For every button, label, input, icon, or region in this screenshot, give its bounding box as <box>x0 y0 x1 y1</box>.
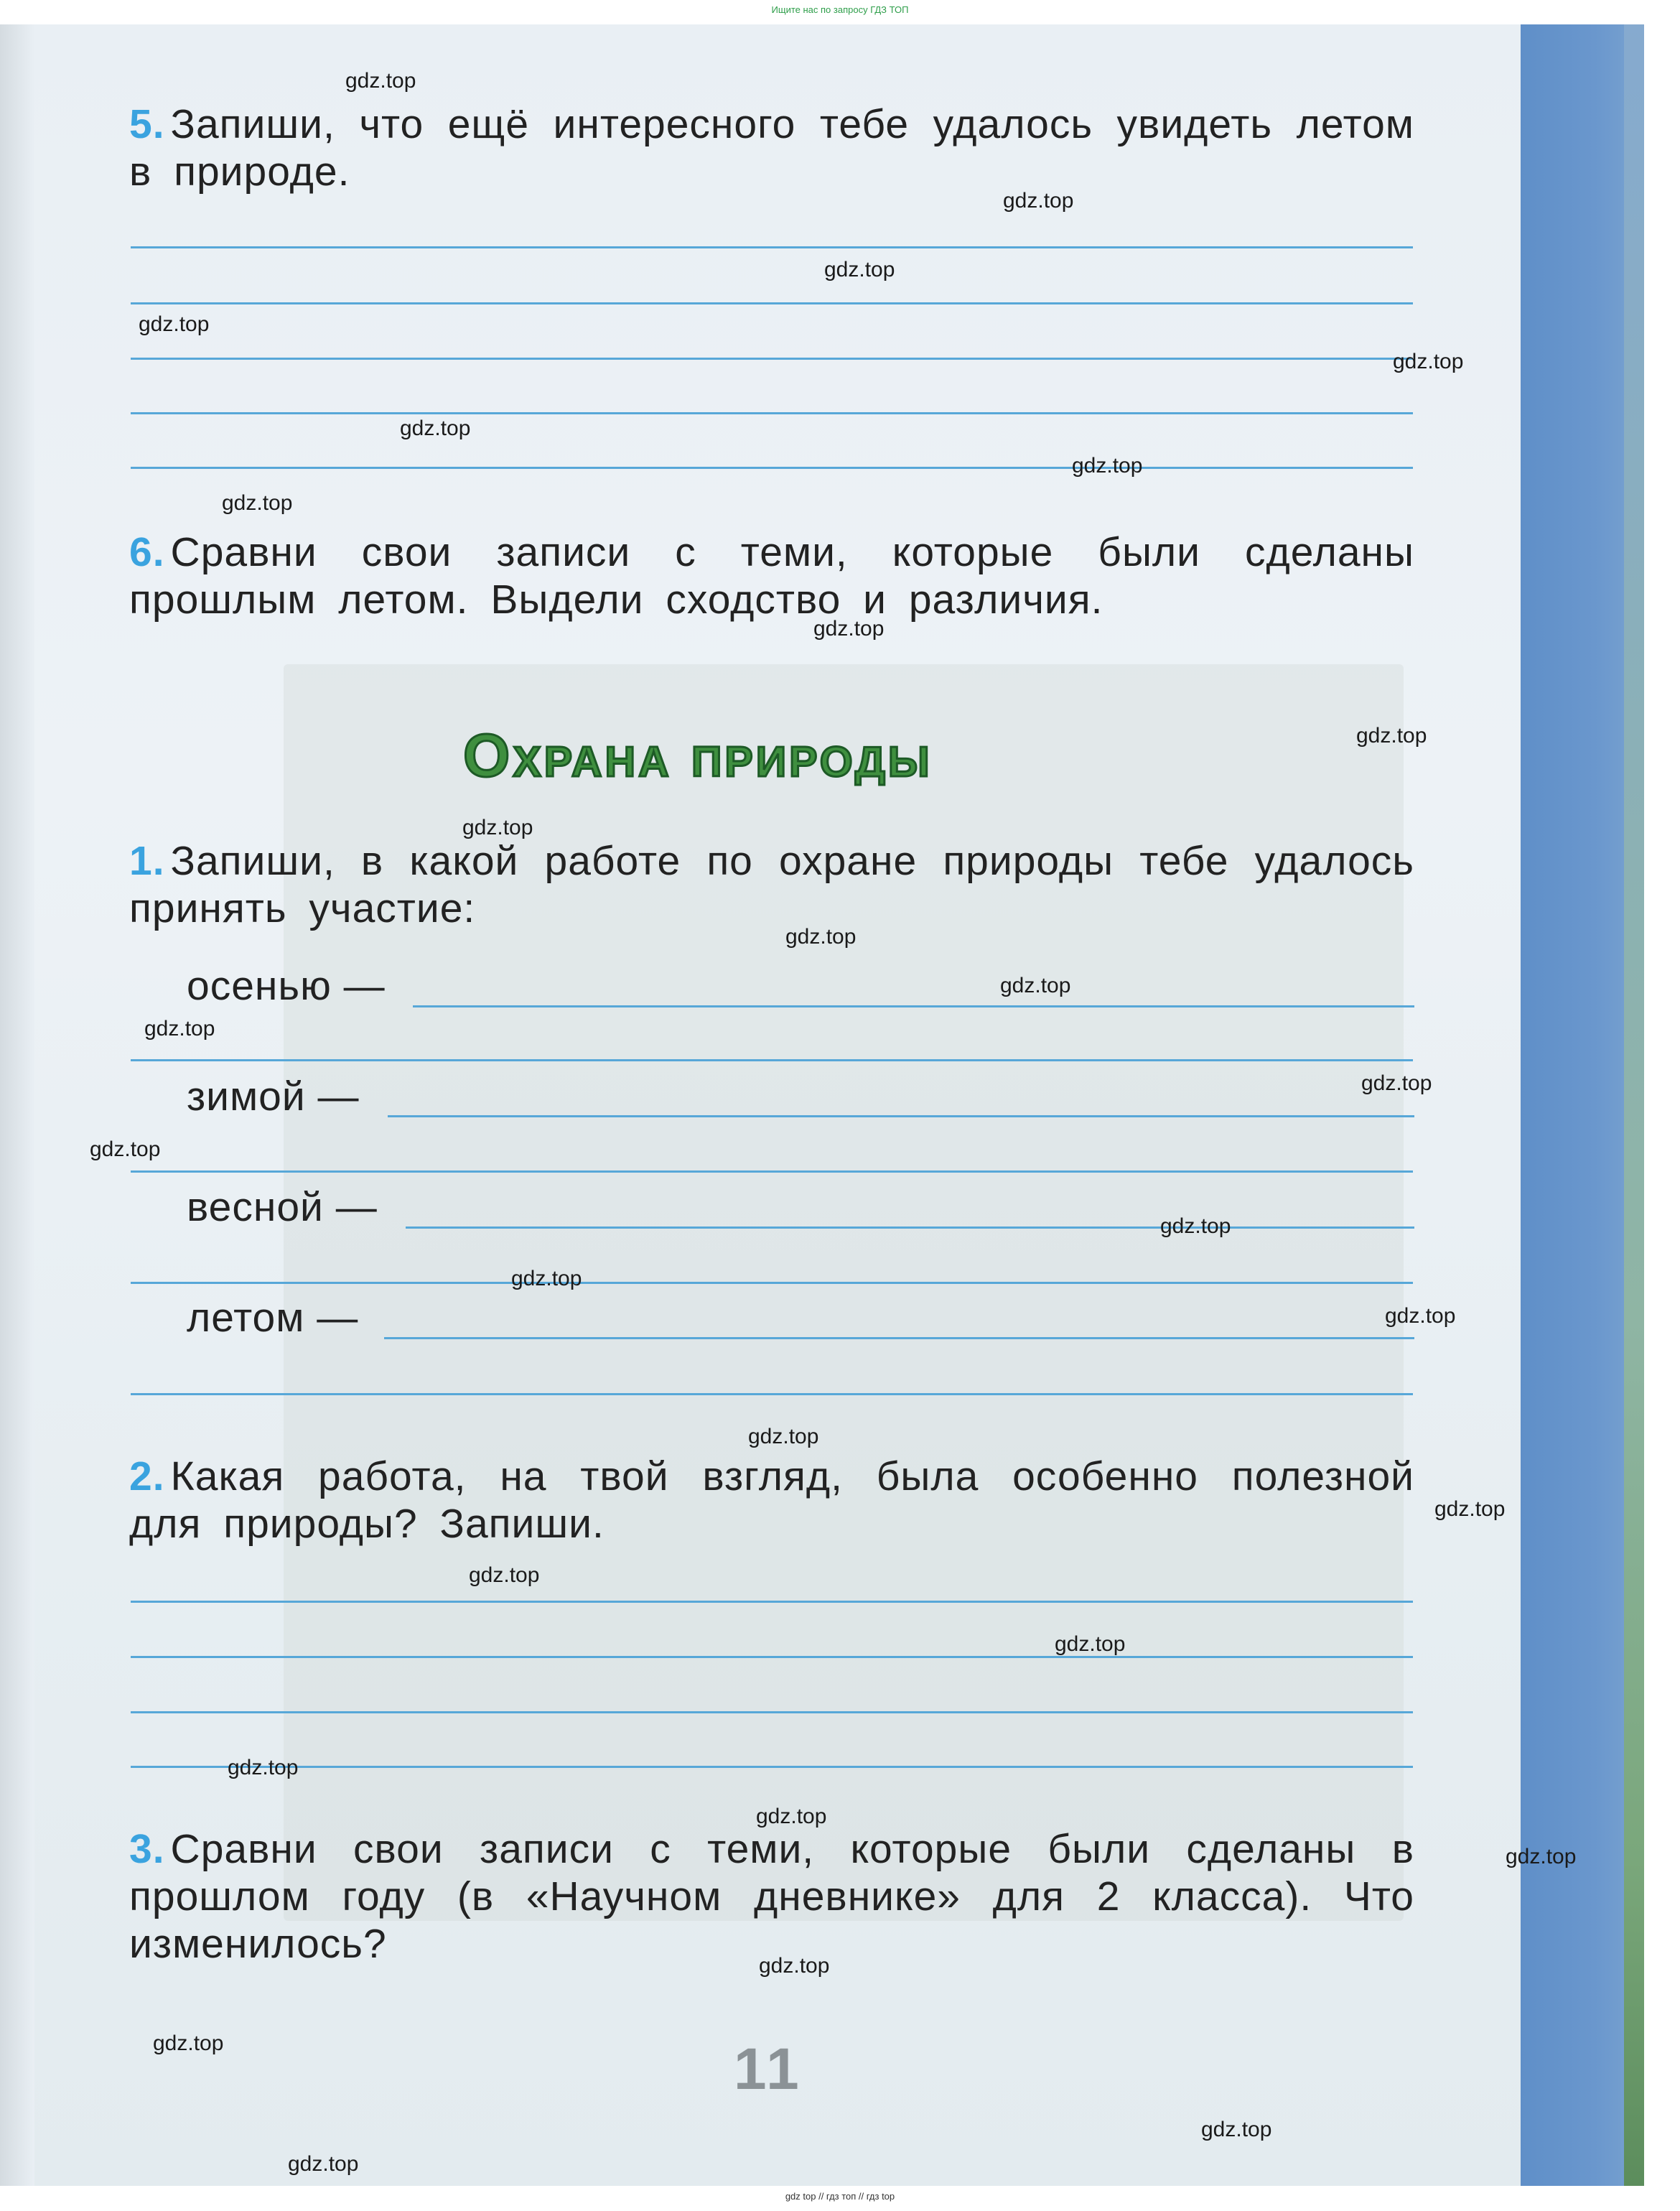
watermark: gdz.top <box>462 816 533 839</box>
answer-line[interactable] <box>131 1282 1413 1284</box>
answer-line[interactable] <box>131 1059 1413 1061</box>
task-protection-2 <box>129 1453 1414 1547</box>
watermark: gdz.top <box>824 258 895 281</box>
answer-line[interactable] <box>131 246 1413 248</box>
answer-line[interactable] <box>131 1656 1413 1658</box>
page-fold-shadow <box>0 24 34 2186</box>
book-spine-edge <box>1624 24 1644 2186</box>
footer-note: gdz top // гдз топ // гдз top <box>785 2191 895 2202</box>
answer-line[interactable] <box>131 1170 1413 1173</box>
answer-line[interactable] <box>131 1601 1413 1603</box>
task-5 <box>129 101 1414 195</box>
season-spring-label: весной — <box>187 1184 378 1230</box>
season-autumn-label: осенью — <box>187 963 386 1009</box>
page-number: 11 <box>734 2037 802 2102</box>
answer-line[interactable] <box>406 1226 1414 1229</box>
watermark: gdz.top <box>288 2152 359 2176</box>
task-text: Сравни свои записи с теми, которые были сделаны в прошлом году (в «Научном дневнике» для 2 класса). Что изменилось? <box>129 1826 1414 1967</box>
watermark: gdz.top <box>756 1805 827 1828</box>
answer-line[interactable] <box>384 1337 1414 1339</box>
watermark: gdz.top <box>1160 1214 1231 1238</box>
watermark: gdz.top <box>1000 974 1071 997</box>
watermark: gdz.top <box>511 1267 582 1290</box>
watermark: gdz.top <box>1055 1632 1126 1656</box>
answer-line[interactable] <box>131 302 1413 304</box>
watermark: gdz.top <box>1393 350 1464 373</box>
header-note: Ищите нас по запросу ГДЗ ТОП <box>771 4 909 15</box>
watermark: gdz.top <box>1385 1304 1456 1328</box>
answer-line[interactable] <box>131 1711 1413 1713</box>
task-protection-1 <box>129 837 1414 932</box>
task-number: 3. <box>129 1826 165 1872</box>
task-number: 1. <box>129 838 165 884</box>
answer-line[interactable] <box>131 467 1413 469</box>
task-number: 5. <box>129 101 165 147</box>
answer-line[interactable] <box>131 1766 1413 1768</box>
watermark: gdz.top <box>400 416 471 440</box>
watermark: gdz.top <box>90 1137 161 1161</box>
task-text: Запиши, в какой работе по охране природы тебе удалось принять участие: <box>129 838 1414 931</box>
watermark: gdz.top <box>469 1563 540 1587</box>
watermark: gdz.top <box>228 1756 299 1779</box>
watermark: gdz.top <box>1361 1071 1432 1095</box>
watermark: gdz.top <box>144 1017 215 1041</box>
answer-line[interactable] <box>131 1393 1413 1395</box>
answer-line[interactable] <box>388 1115 1414 1117</box>
watermark: gdz.top <box>153 2031 224 2055</box>
watermark: gdz.top <box>1506 1845 1577 1868</box>
watermark: gdz.top <box>345 69 416 93</box>
watermark: gdz.top <box>222 491 293 515</box>
season-winter-label: зимой — <box>187 1074 360 1120</box>
watermark: gdz.top <box>1072 454 1143 478</box>
watermark: gdz.top <box>759 1954 830 1978</box>
task-text: Какая работа, на твой взгляд, была особенно полезной для природы? Запиши. <box>129 1453 1414 1547</box>
watermark: gdz.top <box>813 617 885 641</box>
watermark: gdz.top <box>139 312 210 336</box>
season-summer-label: летом — <box>187 1295 359 1341</box>
task-text: Сравни свои записи с теми, которые были сделаны прошлым летом. Выдели сходство и различия. <box>129 529 1414 623</box>
answer-line[interactable] <box>131 412 1413 414</box>
task-number: 2. <box>129 1453 165 1499</box>
section-title: Охрана природы <box>463 722 933 789</box>
task-text: Запиши, что ещё интересного тебе удалось увидеть летом в природе. <box>129 101 1414 195</box>
watermark: gdz.top <box>1201 2118 1272 2141</box>
answer-line[interactable] <box>413 1005 1414 1007</box>
watermark: gdz.top <box>748 1425 819 1448</box>
watermark: gdz.top <box>785 925 857 949</box>
task-protection-3 <box>129 1825 1414 1968</box>
watermark: gdz.top <box>1434 1497 1506 1521</box>
watermark: gdz.top <box>1356 724 1427 748</box>
task-number: 6. <box>129 529 165 575</box>
answer-line[interactable] <box>131 358 1413 360</box>
watermark: gdz.top <box>1003 189 1074 213</box>
task-6 <box>129 529 1414 623</box>
